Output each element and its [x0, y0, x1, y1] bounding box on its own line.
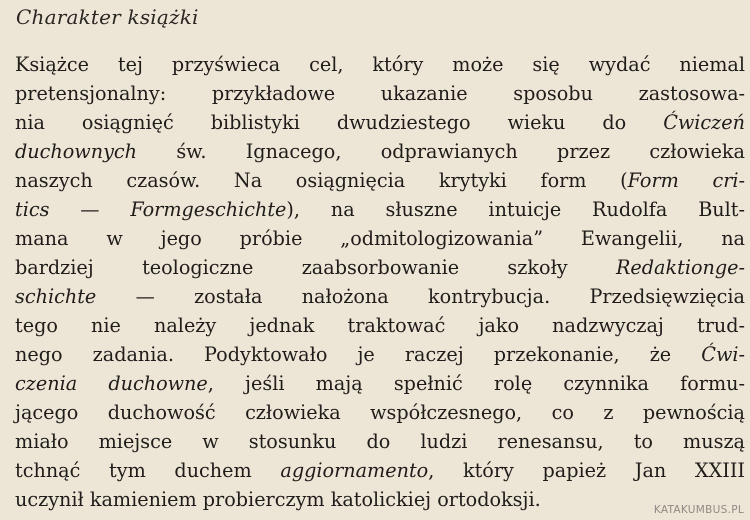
- text-run: , który papież Jan XXIII: [428, 459, 745, 482]
- text-line: [15, 195, 745, 224]
- text-run: uczynił kamieniem probierczym katolickiej ortodoksji.: [15, 488, 541, 511]
- text-line: [15, 311, 745, 340]
- text-line: [15, 137, 745, 166]
- text-line: [15, 427, 745, 456]
- text-line: [15, 485, 745, 514]
- text-run: pretensjonalny: przykładowe ukazanie sposobu zastosowa-: [15, 82, 745, 105]
- italic-text: czenia duchowne: [15, 372, 208, 395]
- text-run: św. Ignacego, odprawianych przez człowieka: [137, 140, 745, 163]
- text-line: [15, 282, 745, 311]
- text-line: [15, 456, 745, 485]
- text-line: [15, 108, 745, 137]
- italic-text: Form cri-: [627, 169, 745, 192]
- text-run: nia osiągnięć biblistyki dwudziestego wieku do: [15, 111, 664, 134]
- text-run: Książce tej przyświeca cel, który może się wydać niemal: [15, 53, 745, 76]
- watermark: KATAKUMBUS.PL: [653, 504, 744, 516]
- italic-text: tics — Formgeschichte: [15, 198, 287, 221]
- text-run: naszych czasów. Na osiągnięcia krytyki form (: [15, 169, 628, 192]
- text-line: [15, 398, 745, 427]
- paragraph: [15, 50, 745, 514]
- text-line: [15, 50, 745, 79]
- italic-text: Ćwi-: [701, 343, 745, 366]
- text-run: jącego duchowość człowieka współczesnego, co z pewnością: [15, 401, 745, 424]
- text-line: [15, 253, 745, 282]
- italic-text: Ćwiczeń: [663, 111, 745, 134]
- section-heading: Charakter książki: [16, 5, 199, 29]
- text-run: bardziej teologiczne zaabsorbowanie szkoły: [15, 256, 616, 279]
- text-line: [15, 224, 745, 253]
- text-line: [15, 340, 745, 369]
- text-line: [15, 369, 745, 398]
- text-run: mana w jego próbie „odmitologizowania” Ewangelii, na: [15, 227, 745, 250]
- text-line: [15, 79, 745, 108]
- text-run: ), na słuszne intuicje Rudolfa Bult-: [286, 198, 745, 221]
- text-run: nego zadania. Podyktowało je raczej przekonanie, że: [15, 343, 702, 366]
- italic-text: duchownych: [15, 140, 138, 163]
- text-run: tego nie należy jednak traktować jako nadzwyczaj trud-: [15, 314, 745, 337]
- text-run: tchnąć tym duchem: [15, 459, 281, 482]
- italic-text: Redaktionge-: [615, 256, 745, 279]
- text-run: miało miejsce w stosunku do ludzi renesansu, to muszą: [15, 430, 745, 453]
- text-run: — została nałożona kontrybucja. Przedsięwzięcia: [96, 285, 745, 308]
- text-run: , jeśli mają spełnić rolę czynnika formu-: [207, 372, 745, 395]
- text-line: [15, 166, 745, 195]
- italic-text: schichte: [15, 285, 97, 308]
- italic-text: aggiornamento: [280, 459, 429, 482]
